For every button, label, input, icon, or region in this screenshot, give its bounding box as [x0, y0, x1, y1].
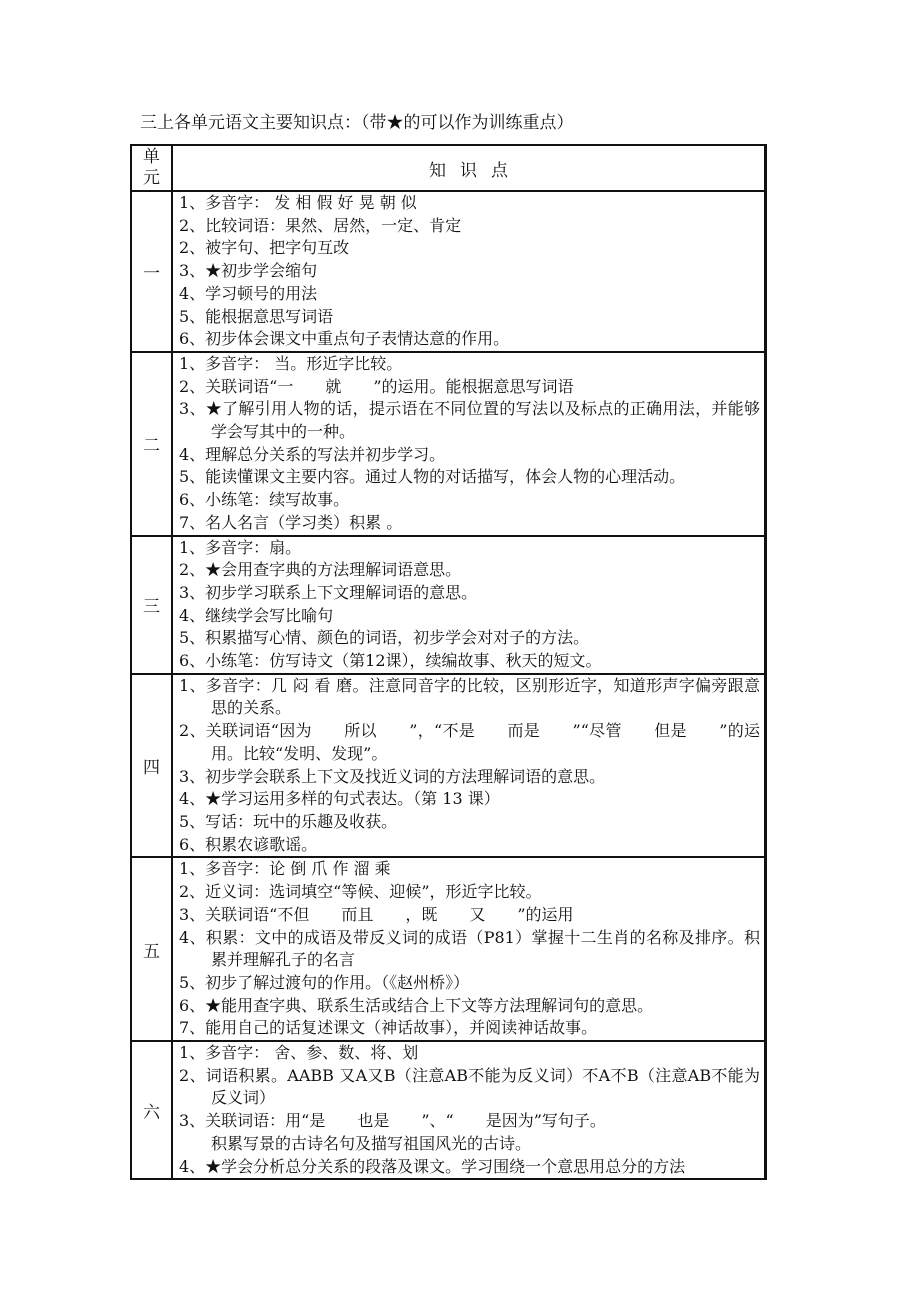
knowledge-item: 7、能用自己的话复述课文（神话故事），并阅读神话故事。	[179, 1018, 598, 1038]
table-row-unit-5	[131, 857, 766, 1041]
unit-label: 四	[131, 674, 172, 858]
knowledge-item: 1、多音字： 舍、参、数、将、划	[179, 1043, 419, 1063]
table-row-unit-6	[131, 1041, 766, 1179]
knowledge-list	[172, 1041, 766, 1179]
knowledge-item: 3、初步学习联系上下文理解词语的意思。	[179, 582, 478, 602]
knowledge-item: 3、关联词语：用“是 也是 ”、“ 是因为”写句子。	[179, 1111, 606, 1131]
unit-header-text: 单元	[143, 147, 160, 188]
knowledge-item: 4、学习顿号的用法	[179, 283, 318, 303]
knowledge-item: 3、★初步学会缩句	[179, 261, 318, 281]
knowledge-list	[172, 352, 766, 536]
unit-label: 二	[131, 352, 172, 536]
knowledge-item: 2、近义词：选词填空“等候、迎候”，形近字比较。	[179, 882, 542, 902]
knowledge-item: 1、多音字：几 闷 看 磨。注意同音字的比较，区别形近字，知道形声字偏旁跟意思的关系。	[179, 675, 760, 718]
knowledge-item: 7、名人名言（学习类）积累 。	[179, 512, 403, 532]
knowledge-item: 1、多音字： 发 相 假 好 晃 朝 似	[179, 193, 417, 212]
knowledge-item: 5、写话：玩中的乐趣及收获。	[179, 811, 398, 831]
document-title: 三上各单元语文主要知识点：（带★的可以作为训练重点）	[140, 113, 574, 133]
knowledge-item: 2、★会用查字典的方法理解词语意思。	[179, 560, 462, 580]
table-row-unit-2	[131, 352, 766, 536]
knowledge-item: 4、理解总分关系的写法并初步学习。	[179, 444, 446, 464]
knowledge-list	[172, 536, 766, 674]
knowledge-column-header: 知识点	[172, 145, 766, 191]
table-row-unit-4	[131, 674, 766, 858]
knowledge-item: 5、能根据意思写词语	[179, 306, 334, 326]
knowledge-item: 5、初步了解过渡句的作用。（《赵州桥》）	[179, 972, 470, 992]
knowledge-item: 1、多音字：扇。	[179, 537, 302, 557]
knowledge-item: 2、词语积累。AABB 又A又B（注意AB不能为反义词）不A不B（注意AB不能为反义词）	[179, 1065, 760, 1108]
knowledge-item: 4、继续学会写比喻句	[179, 605, 334, 625]
unit-label: 一	[131, 191, 172, 352]
knowledge-item: 2、关联词语“因为 所以 ”，“不是 而是 ”“尽管 但是 ”的运用。比较“发明、发现”。	[179, 721, 760, 763]
table-header-row	[131, 145, 766, 191]
knowledge-item: 1、多音字：论 倒 爪 作 溜 乘	[179, 859, 391, 879]
knowledge-item: 6、★能用查字典、联系生活或结合上下文等方法理解词句的意思。	[179, 995, 654, 1015]
knowledge-item: 3、★了解引用人物的话，提示语在不同位置的写法以及标点的正确用法，并能够学会写其中的一种。	[179, 399, 760, 442]
knowledge-item: 6、小练笔：续写故事。	[179, 490, 350, 510]
unit-column-header	[131, 145, 172, 191]
table-row-unit-1	[131, 191, 766, 352]
knowledge-item: 2、被字句、把字句互改	[179, 238, 350, 258]
knowledge-list	[172, 191, 766, 352]
knowledge-item: 6、小练笔：仿写诗文（第12课），续编故事、秋天的短文。	[179, 651, 602, 671]
knowledge-item: 4、★学会分析总分关系的段落及课文。学习围绕一个意思用总分的方法	[179, 1156, 686, 1176]
unit-label: 三	[131, 536, 172, 674]
knowledge-item-continuation: 积累写景的古诗名句及描写祖国风光的古诗。	[211, 1133, 532, 1153]
knowledge-list	[172, 674, 766, 858]
knowledge-item: 4、积累：文中的成语及带反义词的成语（P81）掌握十二生肖的名称及排序。积累并理解孔子的名言	[179, 927, 760, 970]
knowledge-item: 4、★学习运用多样的句式表达。（第 13 课）	[179, 789, 500, 809]
knowledge-item: 2、关联词语“一 就 ”的运用。能根据意思写词语	[179, 376, 574, 396]
unit-label: 五	[131, 857, 172, 1041]
knowledge-item: 1、多音字： 当。形近字比较。	[179, 353, 403, 373]
knowledge-table	[130, 144, 767, 1180]
knowledge-item: 3、初步学会联系上下文及找近义词的方法理解词语的意思。	[179, 766, 606, 786]
knowledge-item: 5、积累描写心情、颜色的词语，初步学会对对子的方法。	[179, 628, 590, 648]
knowledge-list	[172, 857, 766, 1041]
table-row-unit-3	[131, 536, 766, 674]
knowledge-item: 6、积累农谚歌谣。	[179, 834, 318, 854]
unit-label: 六	[131, 1041, 172, 1179]
knowledge-item: 3、关联词语“不但 而且 ，既 又 ”的运用	[179, 904, 574, 924]
knowledge-item: 6、初步体会课文中重点句子表情达意的作用。	[179, 329, 510, 349]
knowledge-item: 2、比较词语：果然、居然，一定、肯定	[179, 215, 462, 235]
knowledge-item: 5、能读懂课文主要内容。通过人物的对话描写，体会人物的心理活动。	[179, 467, 686, 487]
